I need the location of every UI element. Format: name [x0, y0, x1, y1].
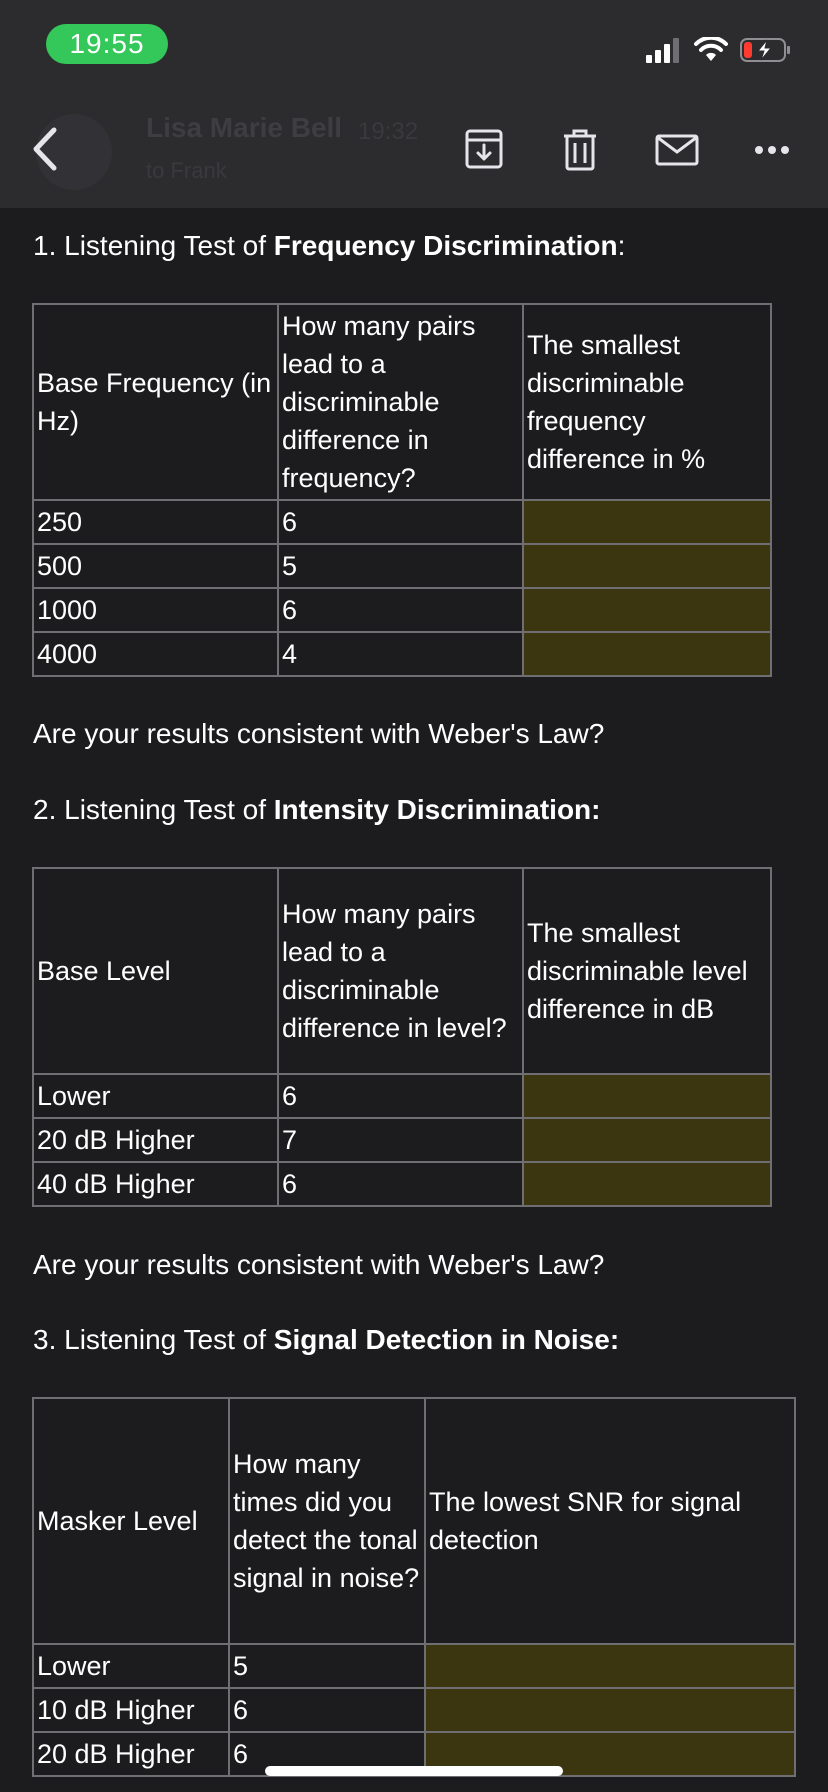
battery-low-charging-icon — [740, 36, 792, 64]
table-header: The lowest SNR for signal detection — [425, 1398, 795, 1644]
table-row — [33, 1074, 771, 1118]
row-label: 1000 — [33, 588, 278, 632]
section-1-heading: 1. Listening Test of Frequency Discrimination: — [33, 230, 626, 261]
row-label: 4000 — [33, 632, 278, 676]
row-value: 6 — [229, 1688, 425, 1732]
row-label: 40 dB Higher — [33, 1162, 278, 1206]
answer-cell[interactable] — [523, 1074, 771, 1118]
status-icons — [646, 34, 792, 66]
table-row — [33, 1688, 795, 1732]
answer-cell[interactable] — [523, 1118, 771, 1162]
answer-cell[interactable] — [523, 544, 771, 588]
table-row — [33, 544, 771, 588]
row-label: 20 dB Higher — [33, 1732, 229, 1776]
row-value: 5 — [229, 1644, 425, 1688]
answer-cell[interactable] — [425, 1644, 795, 1688]
row-label: Lower — [33, 1644, 229, 1688]
table-row — [33, 1162, 771, 1206]
table-header: Masker Level — [33, 1398, 229, 1644]
table-row — [33, 588, 771, 632]
row-value: 6 — [229, 1732, 425, 1776]
home-indicator[interactable] — [265, 1766, 563, 1776]
table-row — [33, 500, 771, 544]
row-value: 5 — [278, 544, 523, 588]
status-bar — [0, 0, 828, 90]
frequency-table — [32, 303, 772, 677]
answer-cell[interactable] — [523, 1162, 771, 1206]
row-label: 250 — [33, 500, 278, 544]
trash-icon[interactable] — [562, 128, 598, 172]
table-row — [33, 632, 771, 676]
mail-header — [0, 90, 828, 208]
row-label: 500 — [33, 544, 278, 588]
answer-cell[interactable] — [425, 1688, 795, 1732]
wifi-icon — [694, 37, 728, 63]
sender-name: Lisa Marie Bell — [146, 112, 343, 143]
table-header: How many pairs lead to a discriminable difference in level? — [278, 868, 523, 1074]
row-value: 6 — [278, 1074, 523, 1118]
section-2-heading: 2. Listening Test of Intensity Discrimination: — [33, 794, 601, 825]
table-header: Base Frequency (in Hz) — [33, 304, 278, 500]
recipient-line: to Frank — [146, 158, 227, 183]
table-row — [33, 1644, 795, 1688]
received-time: 19:32 — [358, 118, 419, 145]
section-1-question: Are your results consistent with Weber's Law? — [33, 718, 605, 749]
table-header: How many pairs lead to a discriminable difference in frequency? — [278, 304, 523, 500]
answer-cell[interactable] — [523, 500, 771, 544]
answer-cell[interactable] — [523, 588, 771, 632]
archive-icon[interactable] — [464, 128, 504, 172]
row-value: 6 — [278, 1162, 523, 1206]
row-value: 7 — [278, 1118, 523, 1162]
intensity-table — [32, 867, 772, 1207]
table-header: How many times did you detect the tonal signal in noise? — [229, 1398, 425, 1644]
section-3-heading: 3. Listening Test of Signal Detection in Noise: — [33, 1324, 620, 1355]
row-label: 10 dB Higher — [33, 1688, 229, 1732]
table-row — [33, 1118, 771, 1162]
row-value: 4 — [278, 632, 523, 676]
back-chevron-icon[interactable] — [26, 124, 66, 174]
status-time-pill[interactable]: 19:55 — [46, 24, 168, 64]
row-value: 6 — [278, 588, 523, 632]
answer-cell[interactable] — [523, 632, 771, 676]
table-header: The smallest discriminable frequency difference in % — [523, 304, 771, 500]
more-dots-icon[interactable] — [754, 128, 790, 172]
cellular-signal-icon — [646, 37, 682, 63]
signal-detection-table — [32, 1397, 796, 1777]
table-header: Base Level — [33, 868, 278, 1074]
mail-icon[interactable] — [654, 128, 700, 172]
row-value: 6 — [278, 500, 523, 544]
table-header: The smallest discriminable level difference in dB — [523, 868, 771, 1074]
row-label: 20 dB Higher — [33, 1118, 278, 1162]
row-label: Lower — [33, 1074, 278, 1118]
section-2-question: Are your results consistent with Weber's Law? — [33, 1249, 605, 1280]
